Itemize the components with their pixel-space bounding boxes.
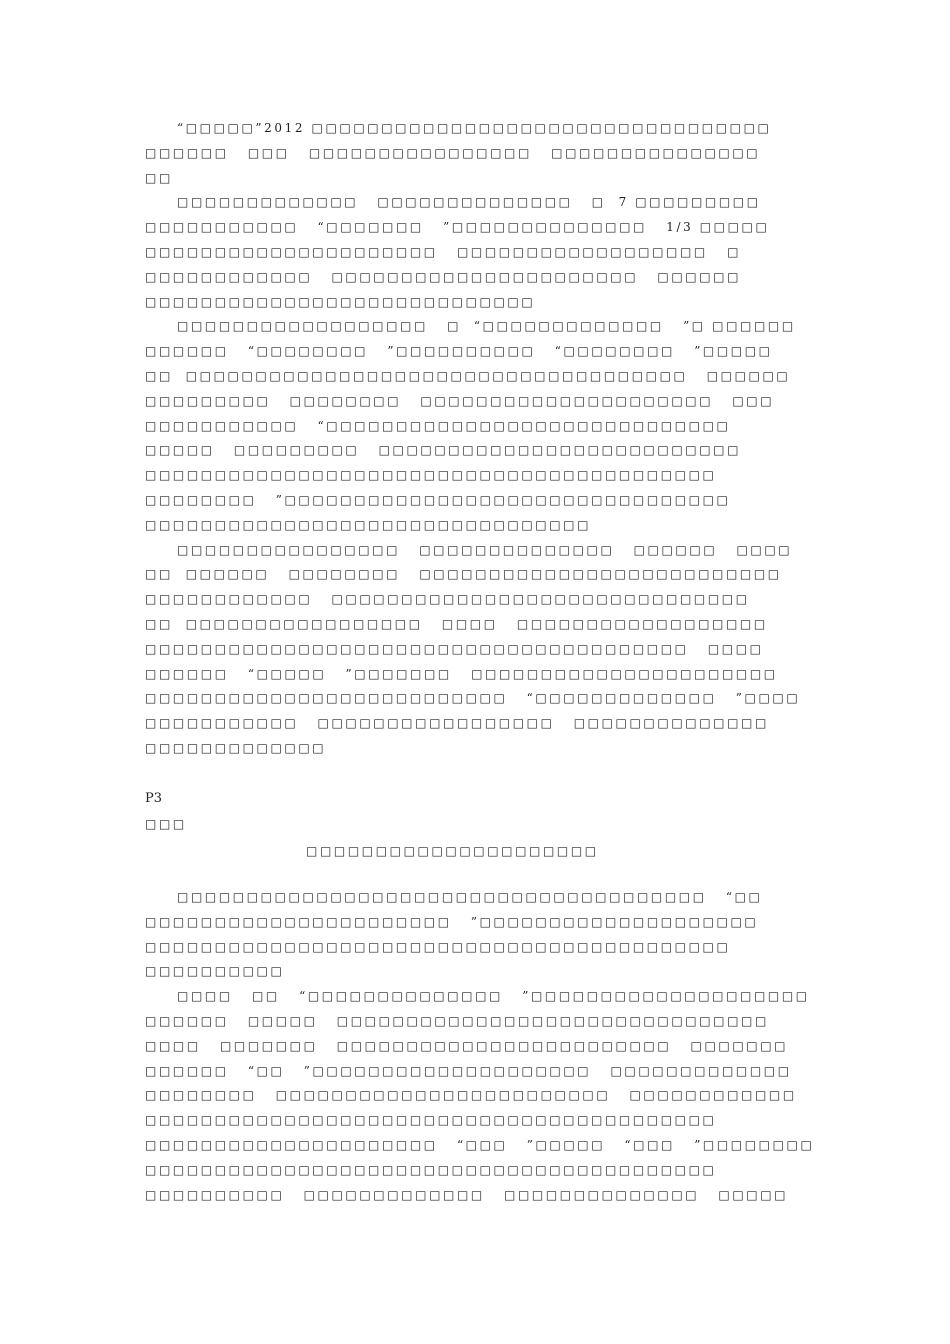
paragraph-line: □□□□□□□□□□□□□□□□□□□□□□□□□□□□□□□□	[145, 517, 592, 532]
paragraph-line: □□□□□□□□□□ □□□□□□□□□□□□□ □□□□□□□□□□□□□□ □□□□□	[145, 1187, 789, 1202]
paragraph-line: □□□□□□□□□□□□□□□□□□□□□□□□□□□□□□□□□□□□□□□□□	[145, 1113, 717, 1128]
paragraph-line: □□□□□□□□ □□□□□□□□□□□□□□□□□□□□□□□□ □□□□□□□□□□□□	[145, 1088, 797, 1103]
paragraph-line: □□□□□□□□□□□□□□□□ □□□□□□□□□□□□□□ □□□□□□ □□□□	[177, 542, 793, 557]
paragraph-line: □□□□□□□□□□□□□□□□□□□□□□ ”□□□□□□□□□□□□□□□□□□□□	[145, 914, 759, 929]
section-header: □□□	[145, 817, 187, 831]
paragraph-line: □□□□□□ “□□□□□□□□ ”□□□□□□□□□□ “□□□□□□□□ ”□□□□□	[145, 344, 773, 359]
paragraph-line: □□□□□□□□□□□□□□□□□□□□□ □□□□□□□□□□□□□□□□□□ □	[145, 245, 742, 259]
paragraph-line: □□□□□□□□□□	[145, 964, 285, 979]
paragraph-line: □□□□ □□ “□□□□□□□□□□□□□□ ”□□□□□□□□□□□□□□□□□□□□	[177, 989, 810, 1004]
paragraph-line: □□□□□□□□□□□□□□□□□□□□□□□□□□ “□□□□□□□□□□□□□ ”□□□□	[145, 691, 801, 706]
paragraph-line: □□□□□□ “□□□□□ ”□□□□□□□ □□□□□□□□□□□□□□□□□□□□□□	[145, 666, 778, 681]
paragraph-line: □□□□□□□□□□□□□ □□□□□□□□□□□□□□ □ 7 □□□□□□□□□	[177, 195, 761, 210]
paragraph-line: □□□□□□□□□□□□□□□□□□□□□□□□□□□□□□□□□□□□□□□□□	[145, 468, 717, 483]
paragraph-line: □□	[145, 170, 173, 185]
paragraph-line: □□□□□□□□□□□□□□□□□□□□□□□□□□□□□□□□□□□□□□□□□□	[145, 939, 731, 954]
paragraph-line: □□□□□□□□□□□ “□□□□□□□ ”□□□□□□□□□□□□□□ 1/3 □□□□□	[145, 220, 770, 235]
paragraph-line: □□□□□□□□ ”□□□□□□□□□□□□□□□□□□□□□□□□□□□□□□□□	[145, 493, 731, 507]
paragraph-line: □□ □□□□□□□□□□□□□□□□□□□□□□□□□□□□□□□□□□□□ □□□□□□	[145, 369, 791, 383]
paragraph-line: □□□□□□□□□□□□□	[145, 741, 327, 755]
page-label: P3	[145, 791, 163, 806]
paragraph-line: □□ □□□□□□ □□□□□□□□ □□□□□□□□□□□□□□□□□□□□□□□□□□	[145, 567, 782, 582]
paragraph-line: □□□□□□ □□□□□ □□□□□□□□□□□□□□□□□□□□□□□□□□□□□□□	[145, 1014, 769, 1028]
paragraph-line: □□□□□□□□□□□□□□□□□□□□□□□□□□□□□□□□□□□□□□□□□	[145, 1162, 717, 1177]
paragraph-line: □□□□□ □□□□□□□□□ □□□□□□□□□□□□□□□□□□□□□□□□□□	[145, 443, 742, 458]
paragraph-line: □□□□□□□□□□□□□□□□□□□□□□□□□□□□□□□□□□□□□□ “□□	[177, 890, 763, 904]
paragraph-line: □□□□□□□□□□□□□□□□□□□□□ “□□□ ”□□□□□ “□□□ ”□□□□□□□□	[145, 1138, 815, 1152]
paragraph-line: □□□□□□□□□□□ “□□□□□□□□□□□□□□□□□□□□□□□□□□□□□	[145, 418, 731, 433]
paragraph-line: □□□□ □□□□□□□ □□□□□□□□□□□□□□□□□□□□□□□□ □□□□□□□	[145, 1038, 789, 1053]
section-title: □□□□□□□□□□□□□□□□□□□□□	[306, 844, 599, 858]
paragraph-line: □□□□□□ □□□ □□□□□□□□□□□□□□□□ □□□□□□□□□□□□□□□	[145, 145, 761, 160]
paragraph-line: □□□□□□ “□□ ”□□□□□□□□□□□□□□□□□□□□ □□□□□□□□□□□□□	[145, 1063, 792, 1078]
paragraph-line: “□□□□□”2012 □□□□□□□□□□□□□□□□□□□□□□□□□□□□□□□□□	[177, 121, 772, 135]
paragraph-line: □□□□□□□□□□□□□□□□□□□□□□□□□□□□□□□□□□□□□□□ □□□□	[145, 641, 764, 656]
paragraph-line: □□□□□□□□□ □□□□□□□□ □□□□□□□□□□□□□□□□□□□□□ □□□	[145, 393, 775, 408]
paragraph-line: □□□□□□□□□□□□□□□□□□□□□□□□□□□□	[145, 294, 536, 309]
paragraph-line: □□□□□□□□□□□ □□□□□□□□□□□□□□□□□ □□□□□□□□□□□□□□	[145, 716, 769, 731]
paragraph-line: □□□□□□□□□□□□ □□□□□□□□□□□□□□□□□□□□□□ □□□□□□	[145, 269, 742, 284]
paragraph-line: □□ □□□□□□□□□□□□□□□□□ □□□□ □□□□□□□□□□□□□□□□□□	[145, 617, 768, 631]
paragraph-line: □□□□□□□□□□□□□□□□□□ □ “□□□□□□□□□□□□□ ”□ □□□□□□	[177, 319, 796, 334]
paragraph-line: □□□□□□□□□□□□ □□□□□□□□□□□□□□□□□□□□□□□□□□□□□□	[145, 592, 750, 607]
